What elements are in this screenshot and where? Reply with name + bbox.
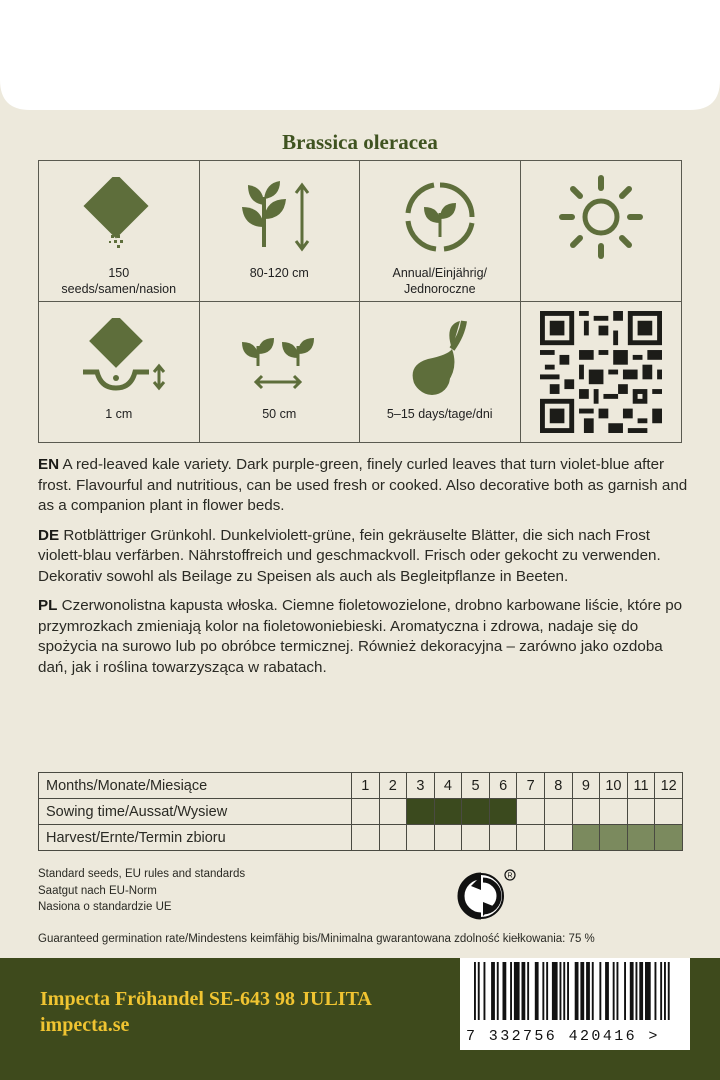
barcode-bar	[605, 962, 609, 1020]
sow-cell-1	[351, 799, 379, 825]
spacing-cell	[200, 302, 361, 443]
barcode-bar	[645, 962, 651, 1020]
month-2: 2	[379, 773, 407, 799]
company-website[interactable]: impecta.se	[40, 1014, 130, 1036]
sow-cell-12	[655, 799, 683, 825]
harv-cell-9	[572, 825, 600, 851]
harvest-label: Harvest/Ernte/Termin zbioru	[39, 825, 352, 851]
harv-cell-12	[655, 825, 683, 851]
sow-cell-3	[407, 799, 435, 825]
month-12: 12	[655, 773, 683, 799]
barcode-bar	[575, 962, 579, 1020]
company-name: Impecta Fröhandel SE-643 98 JULITA	[40, 988, 372, 1010]
barcode-bar	[630, 962, 634, 1020]
height-cell	[200, 161, 361, 302]
sowing-depth-icon	[69, 318, 169, 398]
month-5: 5	[462, 773, 490, 799]
barcode-bar	[522, 962, 526, 1020]
svg-text:R: R	[507, 872, 513, 880]
barcode-bar	[586, 962, 590, 1020]
sow-cell-4	[434, 799, 462, 825]
barcode-bar	[664, 962, 666, 1020]
month-9: 9	[572, 773, 600, 799]
sow-cell-2	[379, 799, 407, 825]
barcode-bars	[460, 958, 690, 1022]
sowing-label: Sowing time/Aussat/Wysiew	[39, 799, 352, 825]
barcode-bar	[639, 962, 643, 1020]
species-name: Brassica oleracea	[282, 130, 438, 154]
barcode-bar	[599, 962, 601, 1020]
months-header: Months/Monate/Miesiące	[39, 773, 352, 799]
info-icon-grid	[38, 160, 682, 443]
harv-cell-4	[434, 825, 462, 851]
sow-cell-10	[600, 799, 628, 825]
description-pl: PL Czerwonolistna kapusta włoska. Ciemne fioletowozielone, drobno karbowane liście, które po przymrozkach zmieniają kolor na fioletowoniebieski. Aromatyczna i zdrowa, nadaje się do spożycia na surowo lub po obróbce termicznej. Również dekoracyjna – zarówno jako ozdoba dań, jak i roślina towarzysząca w rabatach.	[38, 597, 683, 676]
barcode-bar	[613, 962, 615, 1020]
sow-cell-11	[627, 799, 655, 825]
qr-code-icon[interactable]	[540, 311, 662, 433]
harv-cell-7	[517, 825, 545, 851]
barcode-bar	[552, 962, 558, 1020]
height-caption: 80-120 cm	[249, 266, 309, 280]
germination-icon	[400, 313, 480, 403]
barcode-bar	[668, 962, 670, 1020]
standard-en: Standard seeds, EU rules and standards	[38, 868, 246, 880]
barcode-bar	[655, 962, 657, 1020]
barcode-bar	[514, 962, 520, 1020]
sow-cell-6	[489, 799, 517, 825]
month-8: 8	[544, 773, 572, 799]
barcode-bar	[510, 962, 512, 1020]
sowing-row	[39, 799, 683, 825]
depth-caption: 1 cm	[105, 406, 133, 421]
month-6: 6	[489, 773, 517, 799]
barcode-bar	[491, 962, 495, 1020]
barcode-bar	[660, 962, 662, 1020]
spacing-caption: 50 cm	[262, 406, 297, 421]
sow-cell-7	[517, 799, 545, 825]
harvest-row	[39, 825, 683, 851]
description-block	[38, 455, 688, 687]
month-4: 4	[434, 773, 462, 799]
barcode-bar	[503, 962, 507, 1020]
standards-text	[38, 866, 245, 916]
barcode-bar	[497, 962, 499, 1020]
seeds-cell	[39, 161, 200, 302]
month-1: 1	[351, 773, 379, 799]
sow-cell-9	[572, 799, 600, 825]
harv-cell-6	[489, 825, 517, 851]
month-10: 10	[600, 773, 628, 799]
germination-cell	[360, 302, 521, 443]
harv-cell-1	[351, 825, 379, 851]
annual-cell	[360, 161, 521, 302]
barcode-bar	[527, 962, 529, 1020]
hanger-cutout	[0, 0, 720, 110]
calendar-header-row	[39, 773, 683, 799]
harv-cell-2	[379, 825, 407, 851]
standard-de: Saatgut nach EU-Norm	[38, 884, 157, 897]
green-dot-icon	[457, 868, 517, 920]
description-en: EN A red-leaved kale variety. Dark purple-green, finely curled leaves that turn violet-blue after frost. Flavourful and nutritious, can be used fresh or cooked. Also decorative both as garnish and as a companion plant in flower beds.	[38, 456, 688, 514]
sun-cell	[521, 161, 682, 302]
month-7: 7	[517, 773, 545, 799]
annual-cycle-icon	[400, 177, 480, 257]
harv-cell-5	[462, 825, 490, 851]
plant-spacing-icon	[234, 318, 324, 398]
barcode-bar	[546, 962, 548, 1020]
plant-height-icon	[234, 177, 324, 257]
qr-cell	[521, 302, 682, 443]
depth-cell	[39, 302, 200, 443]
standard-pl: Nasiona o standardzie UE	[38, 901, 172, 913]
harv-cell-8	[544, 825, 572, 851]
germination-rate-text: Guaranteed germination rate/Mindestens keimfähig bis/Minimalna gwarantowana zdolność kiełkowania: 75 %	[38, 933, 595, 945]
barcode-digits: 7 332756 420416 >	[460, 1022, 690, 1050]
harv-cell-10	[600, 825, 628, 851]
barcode-bar	[617, 962, 619, 1020]
seeds-caption: 150 seeds/samen/nasion	[61, 266, 177, 296]
barcode-bar	[474, 962, 476, 1020]
sow-cell-5	[462, 799, 490, 825]
barcode-bar	[624, 962, 626, 1020]
germination-caption: 5–15 days/tage/dni	[386, 406, 493, 421]
barcode-bar	[478, 962, 480, 1020]
barcode-bar	[542, 962, 544, 1020]
month-3: 3	[407, 773, 435, 799]
barcode-bar	[580, 962, 584, 1020]
sowing-calendar	[38, 772, 683, 851]
seed-packet-icon	[79, 177, 159, 257]
barcode-bar	[563, 962, 565, 1020]
sun-icon	[556, 172, 646, 262]
barcode-bar	[484, 962, 486, 1020]
barcode-bar	[567, 962, 569, 1020]
company-info	[40, 986, 372, 1038]
barcode-bar	[592, 962, 594, 1020]
annual-caption: Annual/Einjährig/ Jednoroczne	[392, 266, 487, 296]
description-de: DE Rotblättriger Grünkohl. Dunkelviolett-grüne, fein gekräuselte Blätter, die sich nach Frost violett-blau verfärben. Nährstoffreich und geschmackvoll. Frisch oder gekocht zu verwenden. Dekorativ sowohl als Beilage zu Speisen als auch als Begleitpflanze in Beeten.	[38, 526, 661, 585]
month-11: 11	[627, 773, 655, 799]
barcode-bar	[636, 962, 638, 1020]
barcode-bar	[535, 962, 539, 1020]
barcode-bar	[560, 962, 562, 1020]
sow-cell-8	[544, 799, 572, 825]
harv-cell-3	[407, 825, 435, 851]
harv-cell-11	[627, 825, 655, 851]
